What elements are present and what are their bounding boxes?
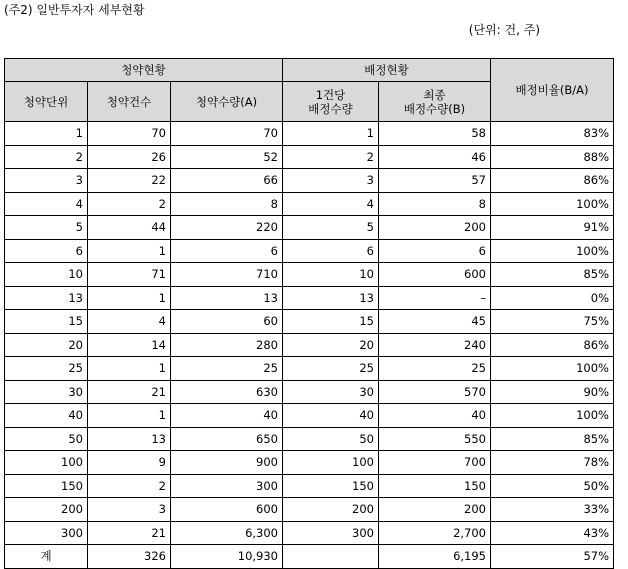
cell-allocation-ratio: 100% [491, 357, 614, 381]
header-final-allocation [379, 82, 491, 122]
cell-per-case-allocation: 150 [283, 474, 379, 498]
cell-final-allocation: 45 [379, 310, 491, 334]
cell-final-allocation: 700 [379, 451, 491, 475]
cell-subscription-quantity: 40 [171, 404, 283, 428]
cell-allocation-ratio: 43% [491, 521, 614, 545]
cell-per-case-allocation: 20 [283, 333, 379, 357]
cell-subscription-quantity: 25 [171, 357, 283, 381]
cell-allocation-ratio: 78% [491, 451, 614, 475]
total-quantity: 10,930 [171, 545, 283, 569]
cell-subscription-quantity: 6 [171, 239, 283, 263]
cell-subscription-count: 13 [88, 427, 171, 451]
table-row [5, 239, 614, 263]
cell-subscription-unit: 1 [5, 122, 88, 146]
header-final-line2: 배정수량(B) [403, 101, 466, 116]
table-row [5, 169, 614, 193]
cell-per-case-allocation: 5 [283, 216, 379, 240]
cell-per-case-allocation: 13 [283, 286, 379, 310]
total-ratio: 57% [491, 545, 614, 569]
table-row [5, 498, 614, 522]
cell-subscription-quantity: 710 [171, 263, 283, 287]
cell-per-case-allocation: 2 [283, 145, 379, 169]
table-row [5, 451, 614, 475]
cell-subscription-count: 21 [88, 521, 171, 545]
cell-allocation-ratio: 33% [491, 498, 614, 522]
cell-subscription-count: 2 [88, 192, 171, 216]
cell-subscription-count: 21 [88, 380, 171, 404]
cell-allocation-ratio: 88% [491, 145, 614, 169]
cell-final-allocation: 240 [379, 333, 491, 357]
cell-final-allocation: 8 [379, 192, 491, 216]
table-row [5, 474, 614, 498]
cell-subscription-count: 44 [88, 216, 171, 240]
cell-subscription-unit: 2 [5, 145, 88, 169]
cell-allocation-ratio: 86% [491, 169, 614, 193]
cell-allocation-ratio: 91% [491, 216, 614, 240]
cell-per-case-allocation: 4 [283, 192, 379, 216]
header-subscription-count: 청약건수 [88, 82, 171, 122]
cell-allocation-ratio: 85% [491, 427, 614, 451]
cell-subscription-count: 22 [88, 169, 171, 193]
cell-subscription-quantity: 52 [171, 145, 283, 169]
cell-per-case-allocation: 15 [283, 310, 379, 334]
table-row [5, 263, 614, 287]
cell-per-case-allocation: 6 [283, 239, 379, 263]
cell-per-case-allocation: 300 [283, 521, 379, 545]
cell-subscription-unit: 4 [5, 192, 88, 216]
cell-subscription-unit: 150 [5, 474, 88, 498]
cell-final-allocation: 6 [379, 239, 491, 263]
cell-subscription-unit: 200 [5, 498, 88, 522]
cell-subscription-quantity: 13 [171, 286, 283, 310]
table-row [5, 333, 614, 357]
cell-subscription-unit: 10 [5, 263, 88, 287]
cell-subscription-unit: 5 [5, 216, 88, 240]
total-per-case [283, 545, 379, 569]
cell-subscription-quantity: 900 [171, 451, 283, 475]
cell-per-case-allocation: 30 [283, 380, 379, 404]
header-subscription-quantity: 청약수량(A) [171, 82, 283, 122]
table-body [5, 122, 614, 545]
cell-per-case-allocation: 1 [283, 122, 379, 146]
cell-final-allocation: 600 [379, 263, 491, 287]
cell-subscription-count: 71 [88, 263, 171, 287]
cell-subscription-count: 1 [88, 404, 171, 428]
cell-allocation-ratio: 50% [491, 474, 614, 498]
cell-allocation-ratio: 100% [491, 404, 614, 428]
cell-subscription-count: 1 [88, 357, 171, 381]
cell-final-allocation: – [379, 286, 491, 310]
cell-subscription-count: 4 [88, 310, 171, 334]
cell-subscription-count: 14 [88, 333, 171, 357]
total-row [5, 545, 614, 569]
cell-subscription-quantity: 280 [171, 333, 283, 357]
table-row [5, 521, 614, 545]
cell-subscription-unit: 3 [5, 169, 88, 193]
table-row [5, 427, 614, 451]
cell-final-allocation: 57 [379, 169, 491, 193]
cell-per-case-allocation: 200 [283, 498, 379, 522]
cell-subscription-count: 9 [88, 451, 171, 475]
cell-per-case-allocation: 100 [283, 451, 379, 475]
header-per-case-allocation [283, 82, 379, 122]
table-row [5, 145, 614, 169]
table-row [5, 122, 614, 146]
cell-subscription-unit: 20 [5, 333, 88, 357]
cell-subscription-quantity: 66 [171, 169, 283, 193]
cell-final-allocation: 40 [379, 404, 491, 428]
cell-subscription-unit: 15 [5, 310, 88, 334]
table-row [5, 357, 614, 381]
cell-per-case-allocation: 10 [283, 263, 379, 287]
cell-subscription-unit: 30 [5, 380, 88, 404]
unit-note: (단위: 건, 주) [468, 23, 540, 37]
cell-per-case-allocation: 40 [283, 404, 379, 428]
cell-subscription-quantity: 220 [171, 216, 283, 240]
cell-allocation-ratio: 85% [491, 263, 614, 287]
header-subscription-group: 청약현황 [5, 59, 283, 82]
note-title: (주2) 일반투자자 세부현황 [4, 3, 145, 17]
cell-per-case-allocation: 50 [283, 427, 379, 451]
cell-subscription-quantity: 300 [171, 474, 283, 498]
cell-subscription-unit: 13 [5, 286, 88, 310]
cell-allocation-ratio: 83% [491, 122, 614, 146]
cell-final-allocation: 550 [379, 427, 491, 451]
cell-subscription-unit: 100 [5, 451, 88, 475]
cell-subscription-unit: 6 [5, 239, 88, 263]
cell-final-allocation: 200 [379, 498, 491, 522]
cell-final-allocation: 150 [379, 474, 491, 498]
cell-subscription-quantity: 70 [171, 122, 283, 146]
cell-subscription-quantity: 630 [171, 380, 283, 404]
header-subscription-unit: 청약단위 [5, 82, 88, 122]
cell-allocation-ratio: 100% [491, 192, 614, 216]
cell-final-allocation: 570 [379, 380, 491, 404]
header-per-case-line2: 배정수량 [308, 101, 353, 116]
cell-subscription-quantity: 6,300 [171, 521, 283, 545]
cell-subscription-count: 70 [88, 122, 171, 146]
cell-subscription-count: 1 [88, 286, 171, 310]
cell-subscription-quantity: 60 [171, 310, 283, 334]
cell-allocation-ratio: 90% [491, 380, 614, 404]
cell-subscription-count: 2 [88, 474, 171, 498]
general-investor-allocation-table [4, 58, 614, 569]
cell-per-case-allocation: 3 [283, 169, 379, 193]
table-row [5, 404, 614, 428]
table-row [5, 380, 614, 404]
cell-subscription-unit: 25 [5, 357, 88, 381]
table-row [5, 216, 614, 240]
cell-per-case-allocation: 25 [283, 357, 379, 381]
cell-subscription-unit: 300 [5, 521, 88, 545]
table-row [5, 286, 614, 310]
header-allocation-ratio: 배정비율(B/A) [491, 59, 614, 122]
table-row [5, 192, 614, 216]
cell-subscription-quantity: 650 [171, 427, 283, 451]
cell-final-allocation: 200 [379, 216, 491, 240]
header-final-line1: 최종 [423, 87, 446, 102]
cell-final-allocation: 46 [379, 145, 491, 169]
cell-subscription-count: 3 [88, 498, 171, 522]
cell-subscription-quantity: 8 [171, 192, 283, 216]
cell-subscription-count: 26 [88, 145, 171, 169]
cell-allocation-ratio: 0% [491, 286, 614, 310]
total-label: 계 [5, 545, 88, 569]
cell-final-allocation: 2,700 [379, 521, 491, 545]
total-count: 326 [88, 545, 171, 569]
cell-final-allocation: 58 [379, 122, 491, 146]
cell-allocation-ratio: 75% [491, 310, 614, 334]
total-final: 6,195 [379, 545, 491, 569]
cell-final-allocation: 25 [379, 357, 491, 381]
cell-subscription-unit: 50 [5, 427, 88, 451]
cell-allocation-ratio: 86% [491, 333, 614, 357]
cell-subscription-quantity: 600 [171, 498, 283, 522]
header-allocation-group: 배정현황 [283, 59, 491, 82]
header-per-case-line1: 1건당 [315, 87, 346, 102]
cell-subscription-count: 1 [88, 239, 171, 263]
cell-subscription-unit: 40 [5, 404, 88, 428]
table-row [5, 310, 614, 334]
cell-allocation-ratio: 100% [491, 239, 614, 263]
